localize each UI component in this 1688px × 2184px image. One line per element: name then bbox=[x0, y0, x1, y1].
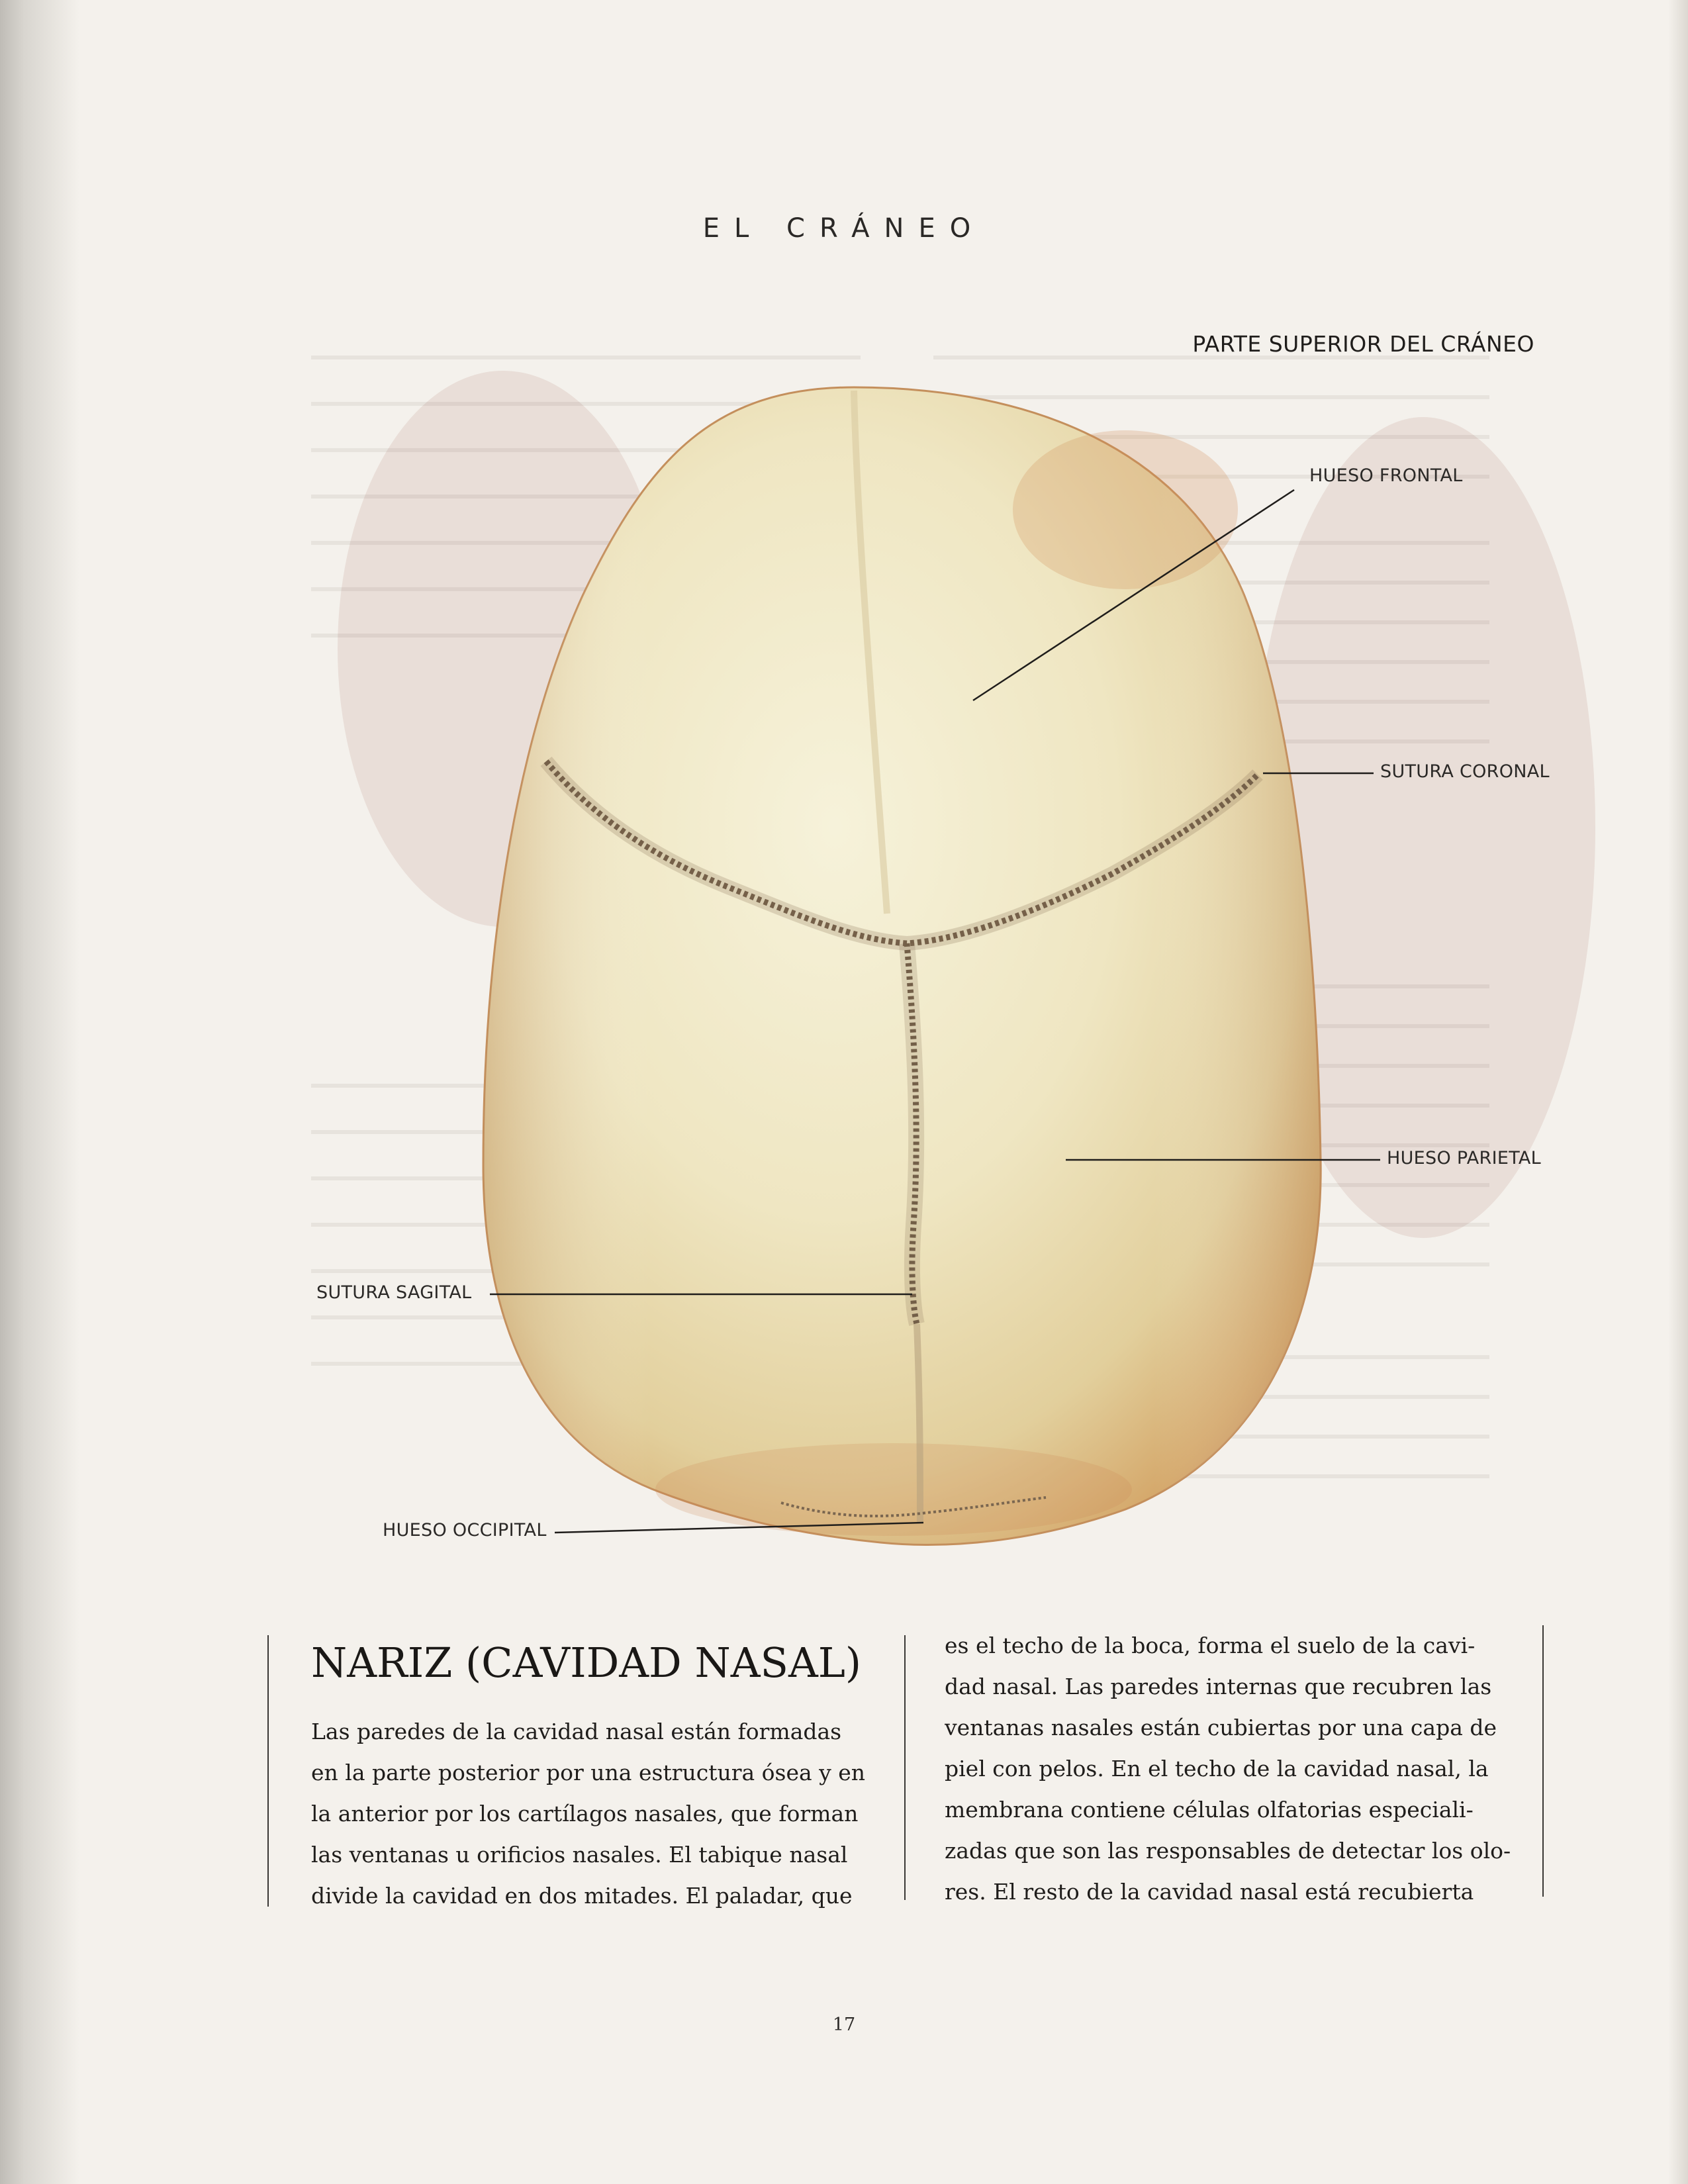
article-column-2 bbox=[945, 1625, 1527, 1913]
col2-line-2: dad nasal. Las paredes internas que recubren las bbox=[945, 1674, 1492, 1699]
col1-line-2: en la parte posterior por una estructura ósea y en bbox=[311, 1760, 866, 1785]
article-column-1 bbox=[311, 1711, 880, 1917]
label-hueso-occipital: HUESO OCCIPITAL bbox=[383, 1520, 547, 1541]
column-rule-middle bbox=[904, 1635, 906, 1900]
figure-title: PARTE SUPERIOR DEL CRÁNEO bbox=[1192, 331, 1534, 357]
col2-line-5: membrana contiene células olfatorias especiali- bbox=[945, 1797, 1474, 1823]
col2-line-4: piel con pelos. En el techo de la cavidad nasal, la bbox=[945, 1756, 1489, 1781]
page-number: 17 bbox=[832, 2015, 856, 2035]
col1-line-5: divide la cavidad en dos mitades. El paladar, que bbox=[311, 1883, 853, 1909]
column-rule-right bbox=[1542, 1625, 1544, 1897]
col2-line-7: res. El resto de la cavidad nasal está recubierta bbox=[945, 1879, 1474, 1905]
label-hueso-frontal: HUESO FRONTAL bbox=[1309, 465, 1463, 486]
column-rule-left bbox=[267, 1635, 269, 1907]
article-heading: NARIZ (CAVIDAD NASAL) bbox=[311, 1638, 862, 1687]
col2-line-1: es el techo de la boca, forma el suelo de la cavi- bbox=[945, 1633, 1476, 1658]
col1-line-1: Las paredes de la cavidad nasal están formadas bbox=[311, 1719, 842, 1744]
running-head: EL CRÁNEO bbox=[702, 213, 986, 244]
col1-line-3: la anterior por los cartílagos nasales, que forman bbox=[311, 1801, 859, 1827]
label-sutura-coronal: SUTURA CORONAL bbox=[1380, 761, 1550, 782]
label-hueso-parietal: HUESO PARIETAL bbox=[1387, 1148, 1542, 1168]
col1-line-4: las ventanas u orificios nasales. El tabique nasal bbox=[311, 1842, 848, 1868]
col2-line-3: ventanas nasales están cubiertas por una capa de bbox=[945, 1715, 1497, 1740]
col2-line-6: zadas que son las responsables de detectar los olo- bbox=[945, 1838, 1511, 1864]
label-sutura-sagital: SUTURA SAGITAL bbox=[316, 1282, 472, 1303]
